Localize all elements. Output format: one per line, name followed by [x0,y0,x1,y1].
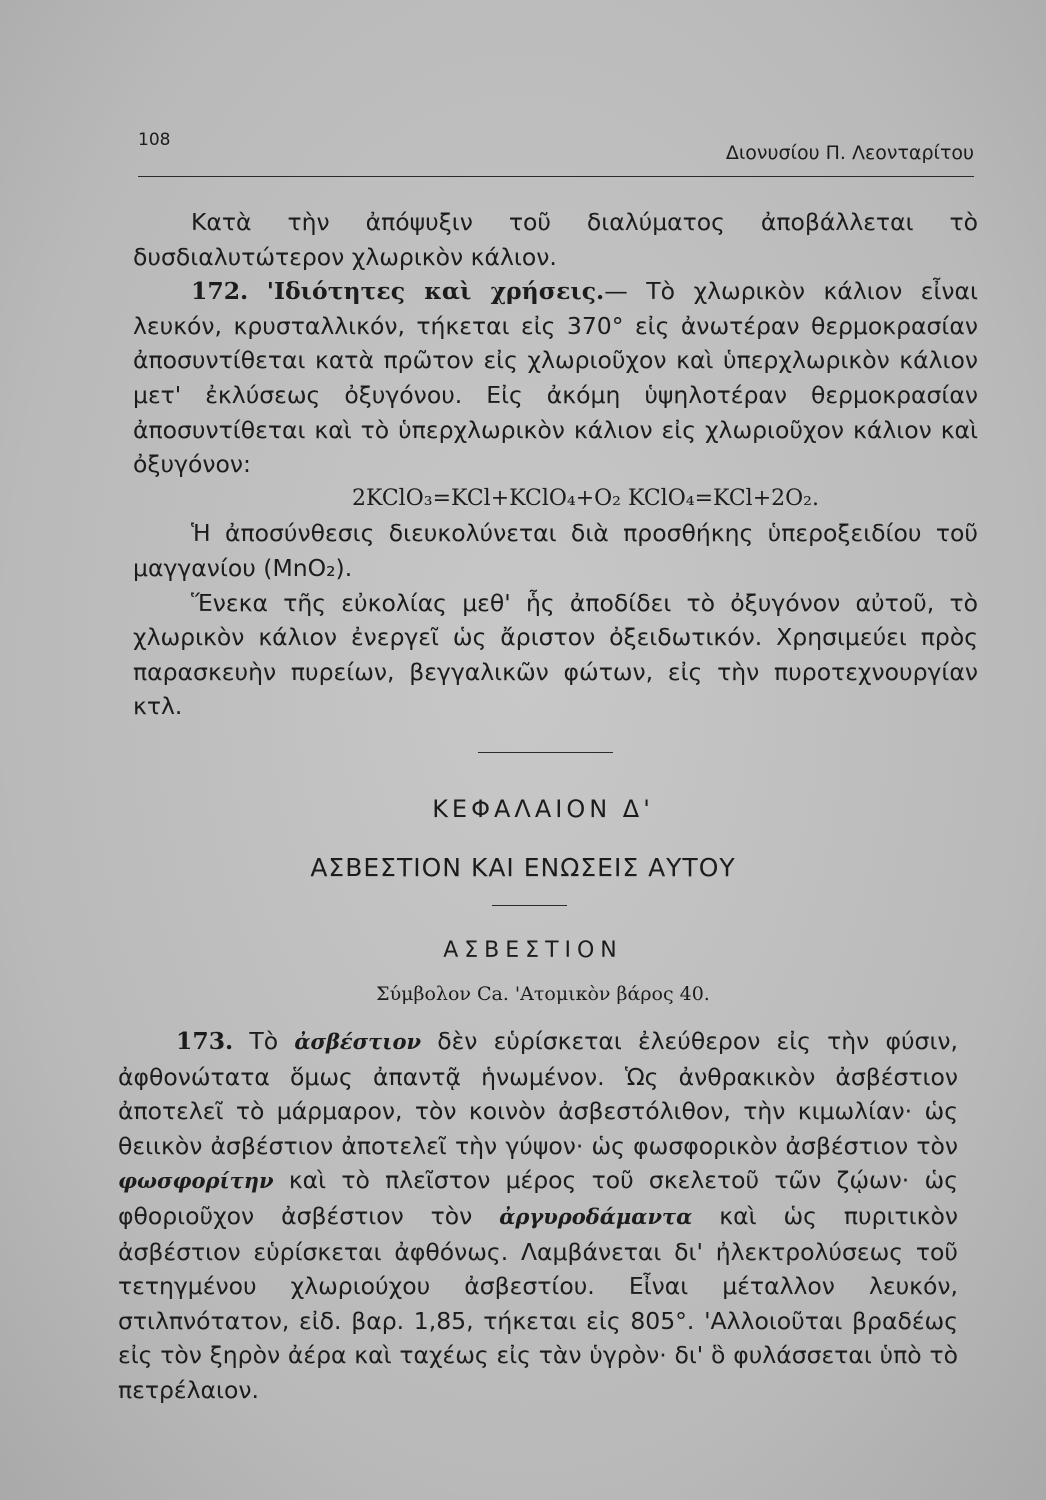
page-number: 108 [138,130,171,150]
emphasis-term: ἀσβέστιον [294,1029,422,1054]
section-title: ΑΣΒΕΣΤΙΟΝ [443,938,623,963]
uses-paragraph: Ἕνεκα τῆς εὐκολίας μεθ' ἧς ἀποδίδει τὸ ὀξυγόνον αὐτοῦ, τὸ χλωρικὸν κάλιον ἐνεργεῖ ὡς ἄριστον ὀξειδωτικόν. Χρησιμεύει πρὸς παρασκευὴν πυρείων, βεγγαλικῶν φώτων, εἰς τὴν πυροτεχνουργίαν κτλ. [133,588,978,721]
running-head: Διονυσίου Π. Λεονταρίτου [725,142,974,164]
chapter-divider [492,905,567,906]
page-header [138,128,974,168]
text-run: Τὸ [249,1027,279,1055]
paragraph-173 [118,1024,958,1408]
emphasis-term: ἀργυροδάμαντα [499,1203,693,1229]
decomposition-paragraph: Ἡ ἀποσύνθεσις διευκολύνεται διὰ προσθήκης ὑπεροξειδίου τοῦ μαγγανίου (MnO₂). [133,519,978,582]
paragraph-172 [133,274,978,482]
header-rule [138,176,974,177]
paragraph-number: 173. [176,1027,234,1055]
text-run: καὶ τὸ πλεῖστον μέρος τοῦ σκελετοῦ τῶν ζῴων· ὡς φθοριοῦχον ἀσβέστιον τὸν [118,1166,958,1230]
section-172-text [133,205,978,724]
paragraph-heading: 'Ιδιότητες καὶ χρήσεις. [266,277,605,306]
chapter-label: ΚΕΦΑΛΑΙΟΝ Δ' [432,795,654,823]
intro-paragraph: Κατὰ τὴν ἀπόψυξιν τοῦ διαλύματος ἀποβάλλεται τὸ δυσδιαλυτώτερον χλωρικὸν κάλιον. [133,208,978,271]
text-run: καὶ ὡς πυριτικὸν ἀσβέστιον εὑρίσκεται ἀφθόνως. Λαμβάνεται δι' ἠλεκτρολύσεως τοῦ τετηγμένου χλωριούχου ἀσβεστίου. Εἶναι μέταλλον λευκόν, στιλπνότατον, εἰδ. βαρ. 1,85, τήκεται εἰς 805°. 'Αλλοιοῦται βραδέως εἰς τὸν ξηρὸν ἀέρα καὶ ταχέως εἰς τὰν ὑγρὸν· δι' ὃ φυλάσσεται ὑπὸ τὸ πετρέλαιον. [118,1201,958,1404]
paragraph-number: 172. [191,277,249,306]
section-divider [478,752,613,753]
chapter-title: ΑΣΒΕΣΤΙΟΝ ΚΑΙ ΕΝΩΣΕΙΣ ΑΥΤΟΥ [310,853,736,882]
section-subtitle: Σύμβολον Ca. 'Ατομικὸν βάρος 40. [376,983,710,1005]
paragraph-172-body: — Τὸ χλωρικὸν κάλιον εἶναι λευκόν, κρυσταλλικόν, τήκεται εἰς 370° εἰς ἀνωτέραν θερμοκρασίαν ἀποσυντίθεται κατὰ πρῶτον εἰς χλωριοῦχον καὶ ὑπερχλωρικὸν κάλιον μετ' ἐκλύσεως ὀξυγόνου. Εἰς ἀκόμη ὑψηλοτέραν θερμοκρασίαν ἀποσυντίθεται καὶ τὸ ὑπερχλωρικὸν κάλιον εἰς χλωριοῦχον κάλιον καὶ ὀξυγόνον: [133,277,978,479]
text-run: δὲν εὑρίσκεται ἐλεύθερον εἰς τὴν φύσιν, ἀφθονώτατα ὅμως ἀπαντᾷ ἡνωμένον. Ὡς ἀνθρακικὸν ἀσβέστιον ἀποτελεῖ τὸ μάρμαρον, τὸν κοινὸν ἀσβεστόλιθον, τὴν κιμωλίαν· ὡς θειικὸν ἀσβέστιον ἀποτελεῖ τὴν γύψον· ὡς φωσφορικὸν ἀσβέστιον τὸν [118,1027,958,1160]
chemical-equation: 2KClO₃=KCl+KClO₄+O₂ KClO₄=KCl+2O₂. [352,485,819,511]
emphasis-term: φωσφορίτην [118,1168,274,1194]
section-173-text [118,1024,958,1408]
